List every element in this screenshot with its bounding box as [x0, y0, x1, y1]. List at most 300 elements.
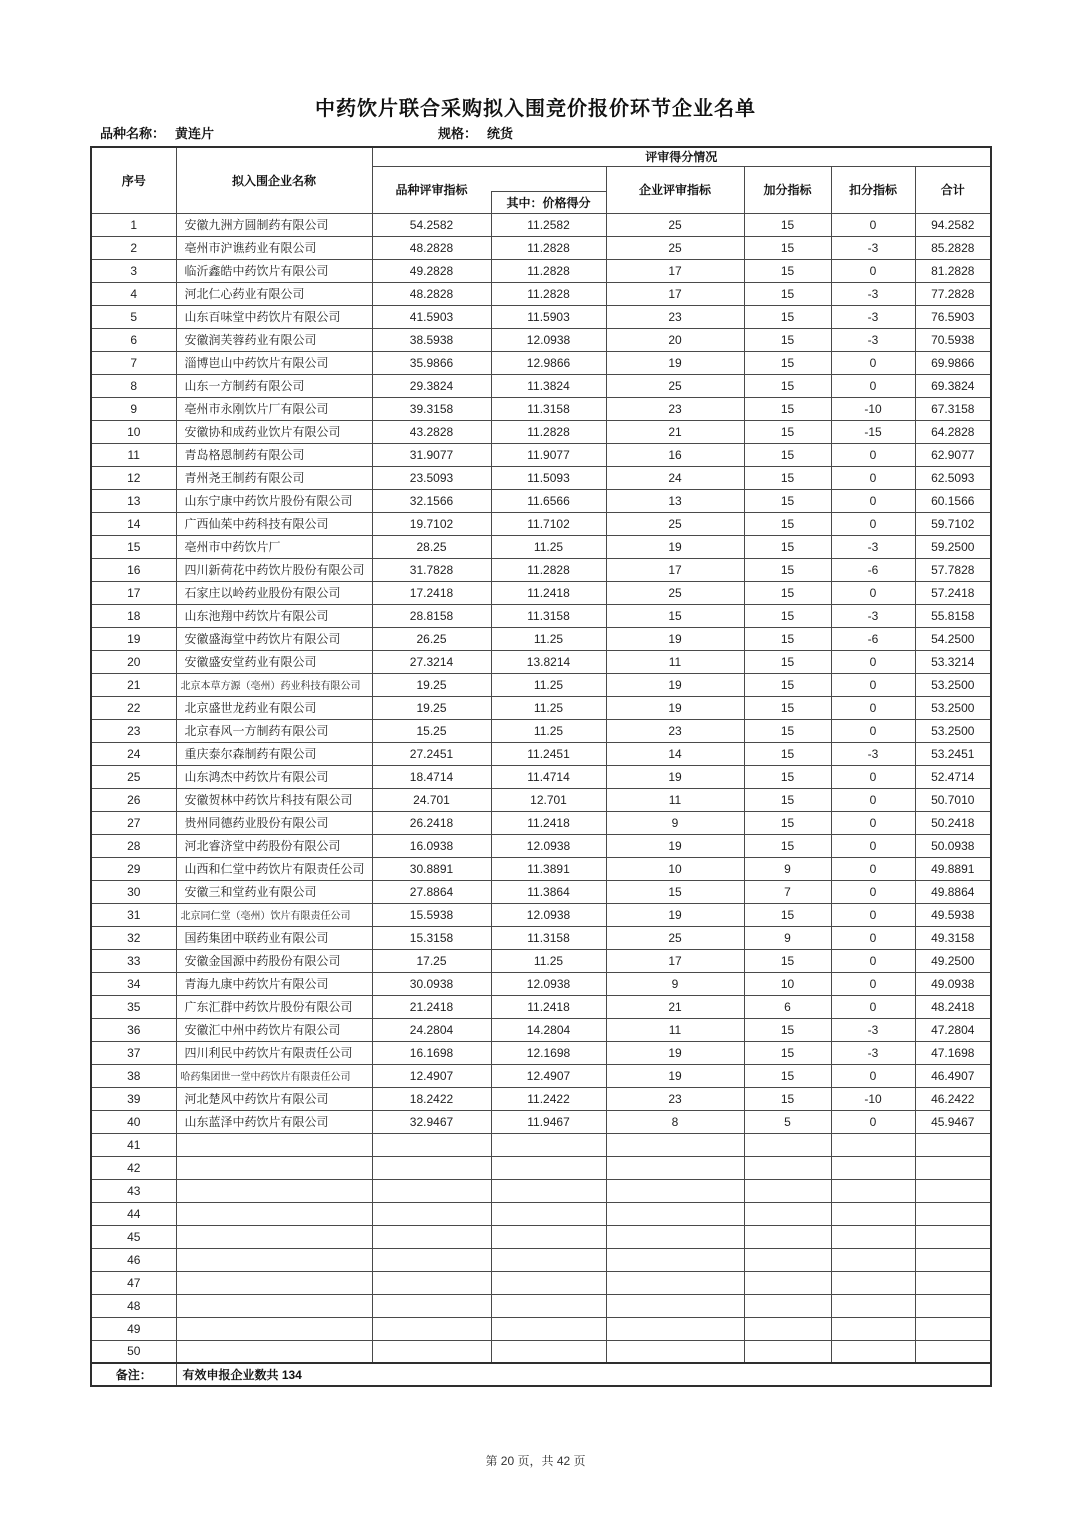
table-row: [91, 374, 991, 397]
table-row: [91, 443, 991, 466]
table-row: [91, 880, 991, 903]
cell-variety: 24.701: [372, 788, 491, 811]
cell-price: 11.4714: [491, 765, 606, 788]
cell-company: 山东宁康中药饮片股份有限公司: [176, 489, 372, 512]
cell-enterprise: 23: [606, 397, 744, 420]
cell-total: 50.2418: [915, 811, 991, 834]
table-row: [91, 627, 991, 650]
cell-deduction: 0: [831, 811, 915, 834]
cell-total: [915, 1271, 991, 1294]
note-row: [91, 1363, 991, 1386]
cell-bonus: 15: [744, 1087, 831, 1110]
cell-variety: [372, 1179, 491, 1202]
cell-price: 11.3824: [491, 374, 606, 397]
cell-seq: 35: [91, 995, 176, 1018]
cell-seq: 16: [91, 558, 176, 581]
cell-bonus: 15: [744, 627, 831, 650]
cell-bonus: 15: [744, 535, 831, 558]
cell-enterprise: 25: [606, 236, 744, 259]
header-total: 合计: [915, 166, 991, 213]
cell-company: [176, 1248, 372, 1271]
cell-bonus: [744, 1156, 831, 1179]
table-row: [91, 558, 991, 581]
cell-enterprise: 19: [606, 765, 744, 788]
cell-company: [176, 1133, 372, 1156]
cell-deduction: -3: [831, 742, 915, 765]
cell-bonus: 15: [744, 351, 831, 374]
cell-price: [491, 1133, 606, 1156]
table-row: [91, 489, 991, 512]
cell-variety: [372, 1156, 491, 1179]
cell-enterprise: 9: [606, 972, 744, 995]
cell-seq: 31: [91, 903, 176, 926]
cell-company: 临沂鑫皓中药饮片有限公司: [176, 259, 372, 282]
cell-company: 四川新荷花中药饮片股份有限公司: [176, 558, 372, 581]
cell-seq: 39: [91, 1087, 176, 1110]
cell-bonus: 15: [744, 1018, 831, 1041]
cell-variety: 30.8891: [372, 857, 491, 880]
cell-price: 11.3891: [491, 857, 606, 880]
table-row: [91, 903, 991, 926]
cell-company: 贵州同德药业股份有限公司: [176, 811, 372, 834]
cell-company: 广东汇群中药饮片股份有限公司: [176, 995, 372, 1018]
cell-variety: 19.25: [372, 696, 491, 719]
cell-variety: [372, 1294, 491, 1317]
cell-bonus: 15: [744, 305, 831, 328]
cell-total: 69.3824: [915, 374, 991, 397]
cell-enterprise: 15: [606, 604, 744, 627]
cell-seq: 17: [91, 581, 176, 604]
cell-deduction: 0: [831, 1064, 915, 1087]
cell-price: [491, 1225, 606, 1248]
cell-total: 53.2451: [915, 742, 991, 765]
cell-bonus: 15: [744, 466, 831, 489]
cell-seq: 15: [91, 535, 176, 558]
cell-company: 安徽润芙蓉药业有限公司: [176, 328, 372, 351]
cell-variety: 27.2451: [372, 742, 491, 765]
header-variety-score: 品种评审指标: [372, 166, 491, 213]
cell-price: [491, 1248, 606, 1271]
cell-company: 青岛格恩制药有限公司: [176, 443, 372, 466]
cell-seq: 45: [91, 1225, 176, 1248]
cell-bonus: 15: [744, 489, 831, 512]
cell-bonus: 15: [744, 1064, 831, 1087]
cell-total: 53.2500: [915, 719, 991, 742]
cell-enterprise: 19: [606, 535, 744, 558]
cell-price: [491, 1202, 606, 1225]
cell-deduction: -3: [831, 1018, 915, 1041]
cell-enterprise: 23: [606, 719, 744, 742]
cell-seq: 20: [91, 650, 176, 673]
table-row: [91, 1156, 991, 1179]
cell-seq: 42: [91, 1156, 176, 1179]
cell-seq: 4: [91, 282, 176, 305]
cell-price: 11.2418: [491, 581, 606, 604]
table-row: [91, 788, 991, 811]
cell-deduction: [831, 1248, 915, 1271]
cell-seq: 30: [91, 880, 176, 903]
cell-enterprise: [606, 1294, 744, 1317]
cell-price: 11.2828: [491, 558, 606, 581]
cell-variety: [372, 1225, 491, 1248]
cell-variety: 27.8864: [372, 880, 491, 903]
cell-bonus: 15: [744, 949, 831, 972]
cell-seq: 28: [91, 834, 176, 857]
table-row: [91, 1133, 991, 1156]
cell-total: 64.2828: [915, 420, 991, 443]
cell-bonus: [744, 1340, 831, 1363]
table-row: [91, 535, 991, 558]
cell-seq: 1: [91, 213, 176, 236]
cell-company: 安徽九洲方圆制药有限公司: [176, 213, 372, 236]
cell-total: 77.2828: [915, 282, 991, 305]
cell-total: [915, 1133, 991, 1156]
cell-price: 11.9467: [491, 1110, 606, 1133]
cell-enterprise: [606, 1340, 744, 1363]
cell-variety: 32.1566: [372, 489, 491, 512]
cell-price: 11.25: [491, 719, 606, 742]
cell-seq: 7: [91, 351, 176, 374]
cell-price: [491, 1317, 606, 1340]
cell-variety: 15.5938: [372, 903, 491, 926]
cell-deduction: -3: [831, 604, 915, 627]
cell-enterprise: 24: [606, 466, 744, 489]
cell-deduction: -3: [831, 1041, 915, 1064]
cell-bonus: 15: [744, 903, 831, 926]
cell-enterprise: [606, 1271, 744, 1294]
table-body: [91, 213, 991, 1363]
cell-company: 重庆泰尔森制药有限公司: [176, 742, 372, 765]
cell-company: [176, 1202, 372, 1225]
cell-seq: 2: [91, 236, 176, 259]
cell-variety: 17.2418: [372, 581, 491, 604]
cell-price: [491, 1156, 606, 1179]
cell-bonus: 15: [744, 581, 831, 604]
cell-company: 哈药集团世一堂中药饮片有限责任公司: [176, 1064, 372, 1087]
cell-company: 亳州市永刚饮片厂有限公司: [176, 397, 372, 420]
cell-bonus: [744, 1179, 831, 1202]
cell-deduction: -6: [831, 558, 915, 581]
cell-company: 石家庄以岭药业股份有限公司: [176, 581, 372, 604]
cell-total: [915, 1340, 991, 1363]
cell-seq: 6: [91, 328, 176, 351]
cell-deduction: [831, 1179, 915, 1202]
cell-variety: [372, 1202, 491, 1225]
table-row: [91, 1271, 991, 1294]
cell-company: 山西和仁堂中药饮片有限责任公司: [176, 857, 372, 880]
cell-seq: 44: [91, 1202, 176, 1225]
cell-company: 河北睿济堂中药股份有限公司: [176, 834, 372, 857]
table-row: [91, 466, 991, 489]
table-row: [91, 512, 991, 535]
cell-price: 11.2828: [491, 236, 606, 259]
header-enterprise-score: 企业评审指标: [606, 166, 744, 213]
header-price-spacer: [491, 166, 606, 191]
cell-total: 59.7102: [915, 512, 991, 535]
cell-enterprise: 19: [606, 696, 744, 719]
cell-company: 山东池翔中药饮片有限公司: [176, 604, 372, 627]
variety-value: 黄连片: [175, 126, 215, 141]
cell-total: 67.3158: [915, 397, 991, 420]
cell-deduction: 0: [831, 857, 915, 880]
cell-price: 11.25: [491, 627, 606, 650]
cell-enterprise: 17: [606, 259, 744, 282]
cell-price: [491, 1271, 606, 1294]
cell-enterprise: 16: [606, 443, 744, 466]
cell-variety: 26.25: [372, 627, 491, 650]
cell-bonus: [744, 1317, 831, 1340]
cell-price: 13.8214: [491, 650, 606, 673]
cell-price: 11.6566: [491, 489, 606, 512]
cell-seq: 8: [91, 374, 176, 397]
cell-bonus: 15: [744, 696, 831, 719]
cell-price: 11.3158: [491, 604, 606, 627]
table-row: [91, 236, 991, 259]
cell-enterprise: 21: [606, 995, 744, 1018]
cell-price: 14.2804: [491, 1018, 606, 1041]
cell-company: 河北楚风中药饮片有限公司: [176, 1087, 372, 1110]
cell-total: 55.8158: [915, 604, 991, 627]
cell-seq: 50: [91, 1340, 176, 1363]
cell-bonus: [744, 1294, 831, 1317]
header-deduction: 扣分指标: [831, 166, 915, 213]
cell-variety: [372, 1340, 491, 1363]
cell-deduction: -3: [831, 236, 915, 259]
cell-company: 河北仁心药业有限公司: [176, 282, 372, 305]
cell-variety: 19.7102: [372, 512, 491, 535]
cell-variety: 23.5093: [372, 466, 491, 489]
cell-variety: 49.2828: [372, 259, 491, 282]
cell-deduction: -10: [831, 1087, 915, 1110]
cell-enterprise: [606, 1156, 744, 1179]
cell-bonus: 15: [744, 259, 831, 282]
cell-deduction: 0: [831, 443, 915, 466]
cell-company: 山东一方制药有限公司: [176, 374, 372, 397]
cell-seq: 11: [91, 443, 176, 466]
cell-enterprise: 25: [606, 213, 744, 236]
cell-seq: 32: [91, 926, 176, 949]
cell-deduction: -10: [831, 397, 915, 420]
cell-total: [915, 1317, 991, 1340]
cell-enterprise: 13: [606, 489, 744, 512]
table-row: [91, 1202, 991, 1225]
cell-variety: 21.2418: [372, 995, 491, 1018]
cell-enterprise: [606, 1225, 744, 1248]
cell-price: 11.5903: [491, 305, 606, 328]
cell-deduction: [831, 1340, 915, 1363]
cell-variety: 24.2804: [372, 1018, 491, 1041]
cell-bonus: 15: [744, 604, 831, 627]
cell-enterprise: 19: [606, 673, 744, 696]
cell-deduction: 0: [831, 834, 915, 857]
cell-seq: 29: [91, 857, 176, 880]
cell-enterprise: 19: [606, 627, 744, 650]
cell-enterprise: 19: [606, 834, 744, 857]
cell-seq: 47: [91, 1271, 176, 1294]
cell-enterprise: [606, 1179, 744, 1202]
cell-company: 北京盛世龙药业有限公司: [176, 696, 372, 719]
cell-price: 12.701: [491, 788, 606, 811]
cell-price: 11.2828: [491, 282, 606, 305]
cell-price: 12.9866: [491, 351, 606, 374]
cell-variety: [372, 1133, 491, 1156]
cell-bonus: 15: [744, 236, 831, 259]
header-seq: 序号: [91, 147, 176, 213]
cell-total: 46.4907: [915, 1064, 991, 1087]
cell-deduction: 0: [831, 995, 915, 1018]
cell-company: [176, 1317, 372, 1340]
cell-deduction: [831, 1225, 915, 1248]
table-row: [91, 1248, 991, 1271]
cell-enterprise: 10: [606, 857, 744, 880]
spec-group: [438, 123, 513, 142]
cell-deduction: [831, 1271, 915, 1294]
cell-bonus: 6: [744, 995, 831, 1018]
cell-price: 11.2451: [491, 742, 606, 765]
cell-price: 12.4907: [491, 1064, 606, 1087]
cell-company: 安徽汇中州中药饮片有限公司: [176, 1018, 372, 1041]
cell-company: 四川利民中药饮片有限责任公司: [176, 1041, 372, 1064]
table-row: [91, 1340, 991, 1363]
cell-deduction: 0: [831, 466, 915, 489]
cell-enterprise: 15: [606, 880, 744, 903]
cell-bonus: 15: [744, 558, 831, 581]
cell-deduction: -3: [831, 328, 915, 351]
cell-bonus: [744, 1202, 831, 1225]
cell-variety: 48.2828: [372, 282, 491, 305]
cell-deduction: 0: [831, 972, 915, 995]
cell-bonus: 15: [744, 328, 831, 351]
cell-variety: [372, 1271, 491, 1294]
table-row: [91, 857, 991, 880]
cell-bonus: 15: [744, 788, 831, 811]
cell-company: [176, 1294, 372, 1317]
cell-total: 47.2804: [915, 1018, 991, 1041]
cell-company: [176, 1225, 372, 1248]
cell-deduction: 0: [831, 351, 915, 374]
cell-enterprise: 11: [606, 1018, 744, 1041]
cell-total: 81.2828: [915, 259, 991, 282]
cell-bonus: [744, 1248, 831, 1271]
cell-company: 山东鸿杰中药饮片有限公司: [176, 765, 372, 788]
header-score-group: 评审得分情况: [372, 147, 991, 166]
cell-total: 62.5093: [915, 466, 991, 489]
cell-seq: 9: [91, 397, 176, 420]
cell-seq: 37: [91, 1041, 176, 1064]
cell-company: 山东蓝泽中药饮片有限公司: [176, 1110, 372, 1133]
page-title: 中药饮片联合采购拟入围竞价报价环节企业名单: [315, 98, 756, 120]
table-row: [91, 972, 991, 995]
table-row: [91, 673, 991, 696]
table-row: [91, 213, 991, 236]
cell-enterprise: 9: [606, 811, 744, 834]
cell-company: 北京春风一方制药有限公司: [176, 719, 372, 742]
cell-seq: 33: [91, 949, 176, 972]
cell-enterprise: 19: [606, 903, 744, 926]
cell-company: 青州尧王制药有限公司: [176, 466, 372, 489]
table-row: [91, 696, 991, 719]
cell-seq: 40: [91, 1110, 176, 1133]
cell-bonus: 15: [744, 650, 831, 673]
cell-seq: 34: [91, 972, 176, 995]
cell-total: [915, 1225, 991, 1248]
cell-total: 49.5938: [915, 903, 991, 926]
cell-bonus: 15: [744, 765, 831, 788]
cell-deduction: -3: [831, 305, 915, 328]
cell-price: 11.25: [491, 696, 606, 719]
cell-enterprise: 21: [606, 420, 744, 443]
meta-row: [100, 123, 990, 141]
table-row: [91, 328, 991, 351]
cell-bonus: 15: [744, 512, 831, 535]
cell-total: 53.2500: [915, 696, 991, 719]
cell-total: 94.2582: [915, 213, 991, 236]
header-price-score: 其中：价格得分: [491, 191, 606, 213]
cell-company: 广西仙茱中药科技有限公司: [176, 512, 372, 535]
spec-value: 统货: [487, 126, 514, 141]
cell-seq: 18: [91, 604, 176, 627]
cell-total: 57.2418: [915, 581, 991, 604]
table-row: [91, 811, 991, 834]
cell-total: 49.3158: [915, 926, 991, 949]
cell-seq: 3: [91, 259, 176, 282]
table-row: [91, 995, 991, 1018]
cell-enterprise: 19: [606, 1041, 744, 1064]
cell-price: [491, 1179, 606, 1202]
cell-variety: 26.2418: [372, 811, 491, 834]
cell-company: 安徽盛安堂药业有限公司: [176, 650, 372, 673]
cell-bonus: 9: [744, 857, 831, 880]
cell-deduction: 0: [831, 512, 915, 535]
cell-company: 安徽金国源中药股份有限公司: [176, 949, 372, 972]
table-row: [91, 1110, 991, 1133]
cell-variety: 28.8158: [372, 604, 491, 627]
cell-variety: 16.0938: [372, 834, 491, 857]
cell-seq: 21: [91, 673, 176, 696]
table-row: [91, 1294, 991, 1317]
cell-bonus: 15: [744, 834, 831, 857]
cell-company: 淄博岜山中药饮片有限公司: [176, 351, 372, 374]
cell-variety: 18.2422: [372, 1087, 491, 1110]
cell-price: 12.0938: [491, 903, 606, 926]
cell-variety: 38.5938: [372, 328, 491, 351]
cell-total: 49.8864: [915, 880, 991, 903]
cell-company: 亳州市沪谯药业有限公司: [176, 236, 372, 259]
cell-variety: 41.5903: [372, 305, 491, 328]
table-row: [91, 765, 991, 788]
cell-company: 北京本草方源（亳州）药业科技有限公司: [176, 673, 372, 696]
table-row: [91, 1087, 991, 1110]
cell-price: 12.0938: [491, 972, 606, 995]
cell-total: 50.7010: [915, 788, 991, 811]
cell-seq: 26: [91, 788, 176, 811]
cell-bonus: 15: [744, 673, 831, 696]
cell-bonus: 15: [744, 742, 831, 765]
cell-variety: 17.25: [372, 949, 491, 972]
cell-bonus: 15: [744, 811, 831, 834]
cell-enterprise: 25: [606, 512, 744, 535]
cell-deduction: 0: [831, 374, 915, 397]
cell-deduction: -3: [831, 535, 915, 558]
cell-bonus: 15: [744, 719, 831, 742]
cell-total: 53.2500: [915, 673, 991, 696]
cell-bonus: [744, 1225, 831, 1248]
cell-enterprise: [606, 1133, 744, 1156]
cell-bonus: 15: [744, 443, 831, 466]
cell-company: 国药集团中联药业有限公司: [176, 926, 372, 949]
table-row: [91, 926, 991, 949]
cell-variety: 28.25: [372, 535, 491, 558]
